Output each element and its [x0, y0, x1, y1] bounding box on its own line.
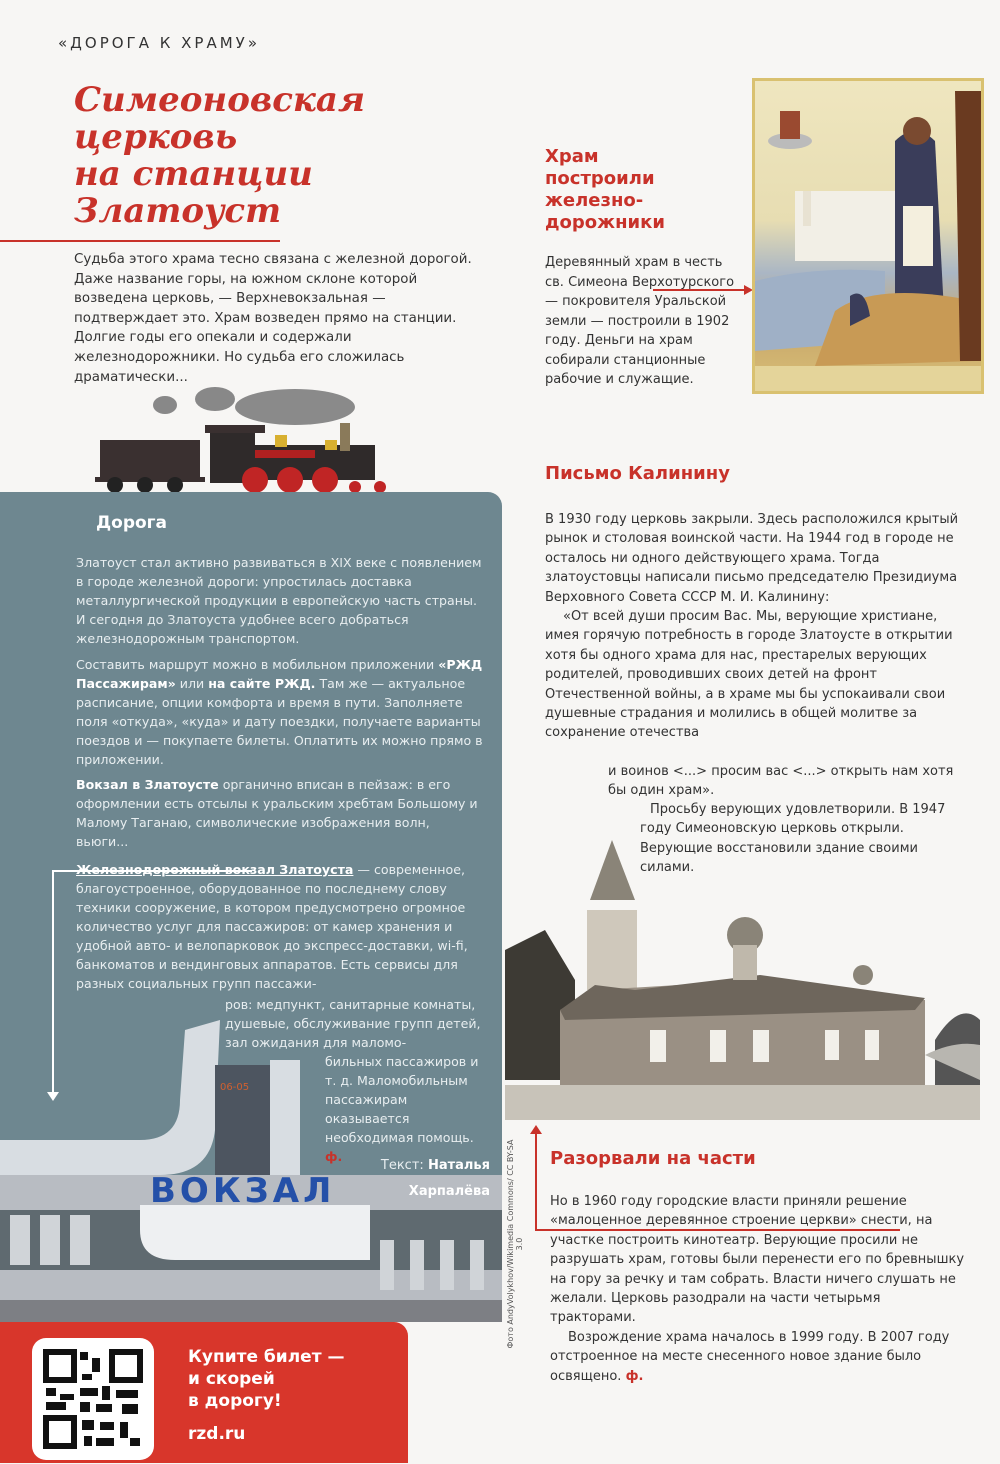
panel-paragraph-station — [76, 775, 486, 851]
title-line: Симеоновская — [74, 80, 366, 120]
text — [225, 1052, 485, 1166]
title-line: на станции — [74, 154, 313, 194]
text: ров: медпункт, санитарные комнаты, душевые, обслуживание групп детей, зал ожидания для маломо- — [225, 997, 481, 1050]
heading-line: Храм — [545, 146, 599, 167]
paragraph — [550, 1328, 970, 1386]
text: — современное, благоустроенное, оборудованное по последнему слову техники сооружение, в котором предусмотрено огромное количество услуг для пассажиров: от камер хранения и удобной авто- и велопарковок до экспресс-доставки, wi-fi, банкоматов и вендинговых аппаратов. Есть сервисы для разных социальных групп пассажи- — [76, 862, 468, 991]
qr-code[interactable] — [32, 1338, 154, 1460]
text: или — [175, 676, 209, 691]
promo-line: Купите билет — — [188, 1347, 345, 1367]
byline-label: Текст: — [380, 1158, 424, 1173]
heading-line: дорожники — [545, 212, 665, 233]
steam-locomotive-illustration — [95, 385, 395, 495]
text: Там же — актуальное расписание, опции комфорта и время в пути. Заполняете поля «откуда», «куда» и дату поездки, получаете варианты поездов и — покупаете билеты. Оплатить их можно прямо в приложении. — [76, 676, 483, 767]
promo-headline — [188, 1346, 344, 1412]
rzd-link[interactable]: rzd.ru — [188, 1424, 246, 1444]
text: Возрождение храма началось в 1999 году. В 2007 году отстроенное на месте снесенного новое здание было освящено. — [550, 1329, 950, 1384]
title-line: церковь — [74, 117, 238, 157]
paragraph: В 1930 году церковь закрыли. Здесь расположился крытый рынок и столовая воинской части. На 1944 год в городе не осталось ни одного действующего храма. Тогда златоустовцы написали письмо председателю Президиума Верховного Совета СССР М. И. Калинину: — [545, 512, 959, 605]
section-heading-kalinin: Письмо Калинину — [545, 463, 730, 484]
panel-paragraph-app — [76, 655, 486, 769]
saint-simeon-icon-image — [752, 78, 984, 394]
promo-line: и скорей — [188, 1369, 275, 1389]
section-heading-built — [545, 146, 745, 234]
text: бильных пассажиров и т. д. Маломобильным пассажирам оказывается необходимая помощь. — [325, 1054, 479, 1145]
intro-paragraph: Судьба этого храма тесно связана с железной дорогой. Даже название горы, на южном склоне которой возведена церковь, — Верхневокзальная — подтверждает это. Храм возведен прямо на станции. Долгие годы его опекали и содержали железнодорожники. Но судьба его сложилась драматически... — [74, 252, 472, 385]
letter-quote: «От всей души просим Вас. Мы, верующие христиане, имея горячую потребность в городе Златоусте в открытии хотя бы одного храма для нас, престарелых верующих родителей, проводивших своих детей на фронт Отечественной войны, а в храме мы бы успокаивали свои душевные страдания и молились в общей молитве за сохранение отечества — [545, 609, 953, 741]
photo-credit-text: Фото AndyVolykhov/Wikimedia Commons/ CC BY-SA 3.0 — [506, 1139, 524, 1349]
author-first-name: Наталья — [427, 1158, 490, 1173]
panel-heading: Дорога — [96, 513, 168, 533]
letter-quote-tail: и воинов <...> просим вас <...> открыть нам хотя бы один храм». — [608, 764, 954, 799]
station-sign-text: ВОКЗАЛ — [150, 1171, 336, 1211]
panel-paragraph-services — [76, 860, 486, 993]
end-mark-icon: ф. — [625, 1368, 644, 1384]
station-clock: 06-05 — [220, 1082, 250, 1093]
title-underline-divider — [0, 240, 280, 242]
author-last-name: Харпалёва — [408, 1184, 490, 1199]
promo-line: в дорогу! — [188, 1391, 282, 1411]
byline — [330, 1153, 490, 1205]
page-title — [74, 82, 494, 230]
section-kicker: «ДОРОГА К ХРАМУ» — [58, 34, 260, 52]
photo-credit — [505, 1130, 523, 1360]
built-paragraph: Деревянный храм в честь св. Симеона Верхотурского — покровителя Уральской земли — построили в 1902 году. Деньги на храм собирали станционные рабочие и служащие. — [545, 255, 735, 387]
arrow-right-icon — [653, 289, 745, 291]
kalinin-paragraph — [545, 510, 965, 743]
panel-paragraph-services-cont — [225, 995, 485, 1166]
text: органично вписан в пейзаж: в его оформлении есть отсылы к уральским хребтам Большому и Малому Таганаю, символические изображения волн, вьюги... — [76, 777, 478, 849]
torn-paragraph — [550, 1192, 970, 1386]
heading-line: железно- — [545, 190, 644, 211]
heading-line: построили — [545, 168, 655, 189]
text: Составить маршрут можно в мобильном приложении — [76, 657, 439, 672]
bold-lead: Железнодорожный вокзал Златоуста — [76, 862, 354, 877]
paragraph: Но в 1960 году городские власти приняли решение «малоценное деревянное строение церкви» снести, на участке построить кинотеатр. Верующие просили не разрушать храм, готовы были перенести его по бревнышку на гору за речку и там собрать. Власти ничего слушать не желали. Церковь разодрали на части четырьмя тракторами. — [550, 1194, 965, 1326]
section-heading-torn: Разорвали на части — [550, 1148, 756, 1169]
site-link: на сайте РЖД. — [208, 676, 316, 691]
app-name-link: «РЖД Пассажирам» — [76, 657, 483, 691]
end-mark-icon: ф. — [325, 1149, 343, 1164]
kalinin-outcome-paragraph: Просьбу верующих удовлетворили. В 1947 году Симеоновскую церковь открыли. Верующие восстановили здание своими силами. — [640, 802, 946, 876]
qr-code-icon — [32, 1338, 154, 1460]
arrow-up-icon — [535, 1132, 537, 1230]
title-line: Златоуст — [74, 191, 282, 231]
icon-painting — [755, 81, 981, 391]
bold-lead: Вокзал в Златоусте — [76, 777, 219, 792]
panel-paragraph: Златоуст стал активно развиваться в XIX веке с появлением в городе железной дороги: упростилась доставка металлургической продукции в европейскую часть страны. И сегодня до Златоуста удобнее всего добраться железнодорожным транспортом. — [76, 555, 482, 646]
down-arrow-icon — [52, 870, 54, 1095]
